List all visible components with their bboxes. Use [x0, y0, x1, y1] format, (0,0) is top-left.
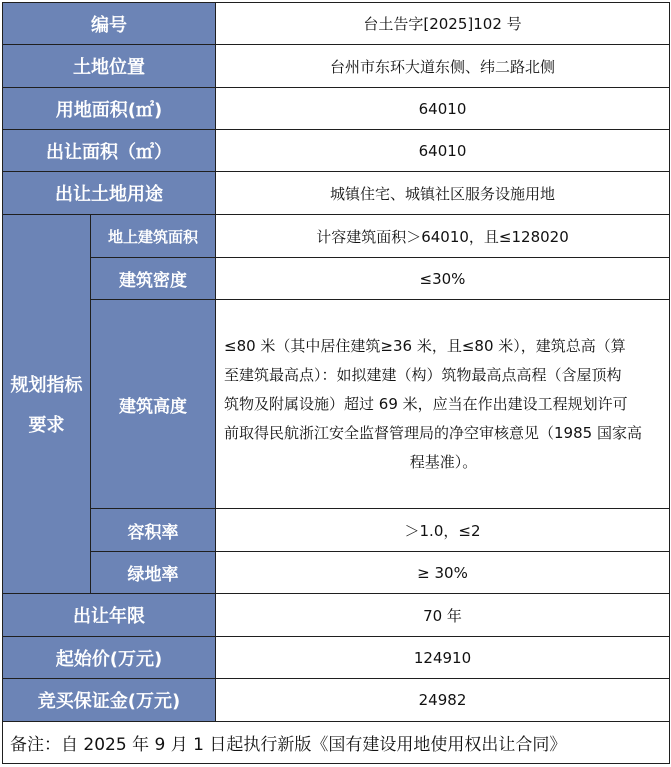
label-density: 建筑密度: [91, 258, 216, 300]
height-line-4: 前取得民航浙江安全监督管理局的净空审核意见（1985 国家高: [224, 423, 642, 442]
value-floor-area: 计容建筑面积＞64010，且≤128020: [216, 215, 670, 258]
label-floor-area: 地上建筑面积: [91, 215, 216, 258]
row-term: [3, 594, 670, 637]
height-line-5: 程基准）。: [409, 452, 478, 471]
row-land-area: [3, 88, 670, 130]
row-far: [3, 509, 670, 552]
row-density: [3, 258, 670, 300]
label-planning: [3, 215, 91, 594]
value-location: 台州市东环大道东侧、纬二路北侧: [216, 45, 670, 88]
height-line-1: ≤80 米（其中居住建筑≥36 米，且≤80 米），建筑总高（算: [224, 336, 626, 355]
row-start-price: [3, 637, 670, 679]
value-start-price: 124910: [216, 637, 670, 679]
height-line-3: 筑物及附属设施）超过 69 米，应当在作出建设工程规划许可: [224, 394, 628, 413]
row-land-use: [3, 172, 670, 215]
row-deposit: [3, 679, 670, 722]
label-land-use: 出让土地用途: [3, 172, 216, 215]
note-text: 备注：自 2025 年 9 月 1 日起执行新版《国有建设用地使用权出让合同》: [3, 722, 670, 764]
label-height: 建筑高度: [91, 300, 216, 509]
row-green: [3, 552, 670, 594]
row-number: [3, 3, 670, 45]
value-land-area: 64010: [216, 88, 670, 130]
label-start-price: 起始价(万元): [3, 637, 216, 679]
value-density: ≤30%: [216, 258, 670, 300]
value-height: [216, 300, 670, 509]
row-transfer-area: [3, 130, 670, 172]
label-number: 编号: [3, 3, 216, 45]
label-deposit: 竞买保证金(万元): [3, 679, 216, 722]
row-note: [3, 722, 670, 764]
row-height: [3, 300, 670, 509]
label-planning-line2: 要求: [28, 415, 65, 436]
land-transfer-table: [2, 2, 670, 764]
row-floor-area: [3, 215, 670, 258]
label-planning-line1: 规划指标: [10, 375, 83, 396]
label-location: 土地位置: [3, 45, 216, 88]
value-land-use: 城镇住宅、城镇社区服务设施用地: [216, 172, 670, 215]
label-far: 容积率: [91, 509, 216, 552]
value-transfer-area: 64010: [216, 130, 670, 172]
label-transfer-area: 出让面积（㎡）: [3, 130, 216, 172]
label-land-area: 用地面积(㎡): [3, 88, 216, 130]
height-line-2: 至建筑最高点）：如拟建建（构）筑物最高点高程（含屋顶构: [224, 365, 622, 384]
value-green: ≥ 30%: [216, 552, 670, 594]
label-green: 绿地率: [91, 552, 216, 594]
value-number: 台土告字[2025]102 号: [216, 3, 670, 45]
value-deposit: 24982: [216, 679, 670, 722]
value-far: ＞1.0，≤2: [216, 509, 670, 552]
label-term: 出让年限: [3, 594, 216, 637]
row-location: [3, 45, 670, 88]
value-term: 70 年: [216, 594, 670, 637]
